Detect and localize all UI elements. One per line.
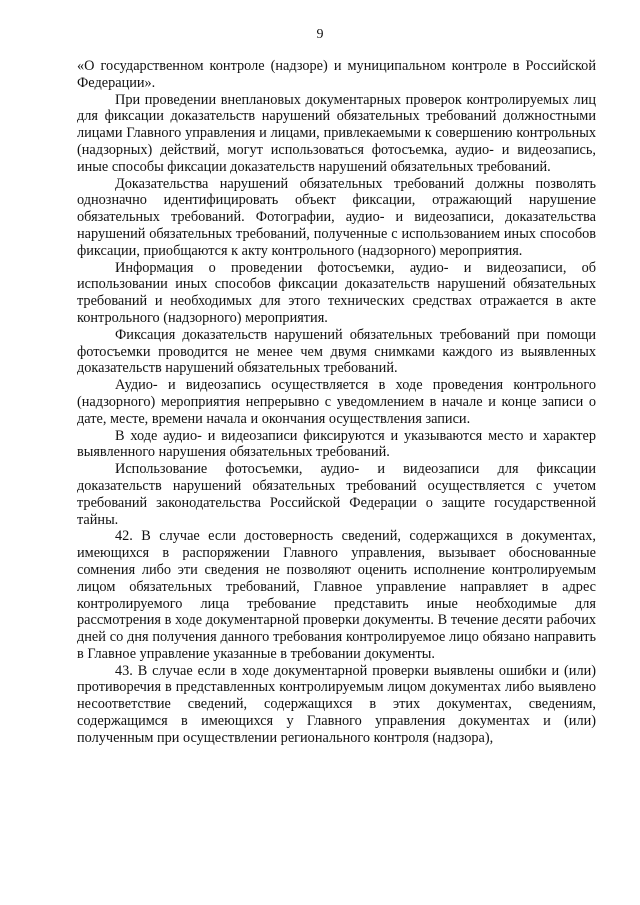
paragraph: Доказательства нарушений обязательных требований должны позволять однозначно идентифицировать объект фиксации, отражающий нарушение обязательных требований. Фотографии, аудио- и видеозаписи, доказательства нарушений обязательных требований, полученные с использованием иных способов фиксации, приобщаются к акту контрольного (надзорного) мероприятия. [77,175,596,259]
paragraph: В ходе аудио- и видеозаписи фиксируются и указываются место и характер выявленного нарушения обязательных требований. [77,427,596,461]
paragraph: «О государственном контроле (надзоре) и муниципальном контроле в Российской Федерации». [77,58,596,91]
paragraph: При проведении внеплановых документарных проверок контролируемых лиц для фиксации доказательств нарушений обязательных требований должностными лицами Главного управления и лицами, привлекаемыми к совершению контрольных (надзорных) действий, могут использоваться фотосъемка, аудио- и видеозапись, иные способы фиксации доказательств нарушений обязательных требований. [77,91,596,175]
paragraph: Информация о проведении фотосъемки, аудио- и видеозаписи, об использовании иных способов фиксации доказательств нарушений обязательных требований и необходимых для этого технических средствах отражается в акте контрольного (надзорного) мероприятия. [77,259,596,326]
paragraph: Использование фотосъемки, аудио- и видеозаписи для фиксации доказательств нарушений обязательных требований осуществляется с учетом требований законодательства Российской Федерации о защите государственной тайны. [77,461,596,528]
paragraph: Аудио- и видеозапись осуществляется в ходе проведения контрольного (надзорного) мероприятия непрерывно с уведомлением в начале и конце записи о дате, месте, времени начала и окончания осуществления записи. [77,377,596,427]
document-body [77,58,596,747]
paragraph: Фиксация доказательств нарушений обязательных требований при помощи фотосъемки проводится не менее чем двумя снимками каждого из выявленных доказательств нарушений обязательных требований. [77,326,596,377]
paragraph-clause-42: 42. В случае если достоверность сведений, содержащихся в документах, имеющихся в распоряжении Главного управления, вызывает обоснованные сомнения либо эти сведения не позволяют оценить исполнение контролируемым лицом обязательных требований, Главное управление направляет в адрес контролируемого лица требование представить иные необходимые для рассмотрения в ходе документарной проверки документы. В течение десяти рабочих дней со дня получения данного требования контролируемое лицо обязано направить в Главное управление указанные в требовании документы. [77,528,596,662]
page-number: 9 [316,27,324,42]
paragraph-clause-43: 43. В случае если в ходе документарной проверки выявлены ошибки и (или) противоречия в представленных контролируемым лицом документах либо выявлено несоответствие сведений, содержащихся в этих документах, сведениям, содержащимся в имеющихся у Главного управления документах и (или) полученным при осуществлении регионального контроля (надзора), [77,662,596,746]
